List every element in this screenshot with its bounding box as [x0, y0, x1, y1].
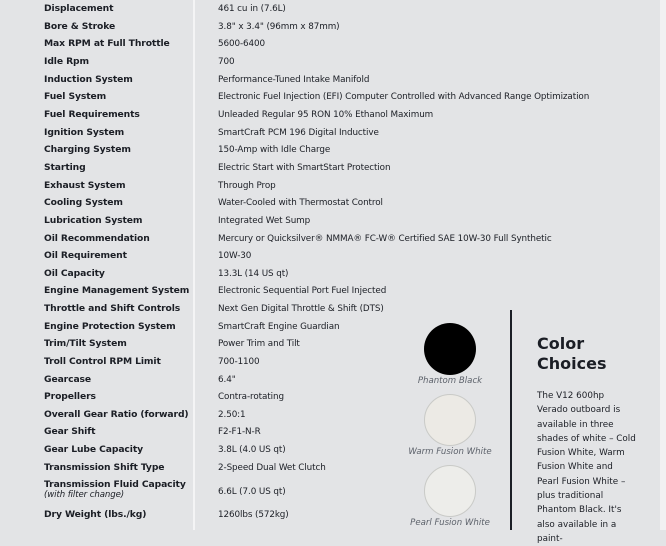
- spec-label: [44, 18, 115, 36]
- spec-label-text: Idle Rpm: [44, 56, 89, 67]
- spec-value: 6.6L (7.0 US qt): [218, 487, 286, 497]
- spec-row: [0, 300, 666, 318]
- spec-label: [44, 53, 89, 71]
- spec-label: [44, 371, 91, 389]
- spec-value: Unleaded Regular 95 RON 10% Ethanol Maximum: [218, 110, 434, 120]
- spec-label-text: Dry Weight (lbs./kg): [44, 509, 147, 520]
- spec-label: [44, 388, 96, 406]
- spec-row: [0, 71, 666, 89]
- spec-row: [0, 88, 666, 106]
- spec-label-text: Transmission Fluid Capacity: [44, 479, 186, 490]
- spec-label: [44, 479, 186, 500]
- spec-value: 2.50:1: [218, 410, 246, 420]
- spec-label: [44, 282, 189, 300]
- spec-value: 3.8" x 3.4" (96mm x 87mm): [218, 22, 340, 32]
- spec-label: [44, 106, 140, 124]
- spec-label-text: Exhaust System: [44, 180, 126, 191]
- spec-label: [44, 335, 127, 353]
- spec-label-text: Fuel System: [44, 91, 107, 102]
- spec-label-text: Gear Shift: [44, 426, 96, 437]
- spec-value: Contra-rotating: [218, 392, 284, 402]
- spec-value: Integrated Wet Sump: [218, 216, 311, 226]
- spec-value: 6.4": [218, 375, 236, 385]
- spec-label: [44, 247, 127, 265]
- phantom-black-caption: Phantom Black: [417, 376, 483, 386]
- spec-label-text: Transmission Shift Type: [44, 462, 165, 473]
- spec-row: [0, 282, 666, 300]
- spec-label-text: Oil Capacity: [44, 268, 105, 279]
- spec-row: [0, 0, 666, 18]
- spec-value: 2-Speed Dual Wet Clutch: [218, 463, 326, 473]
- spec-label: [44, 459, 164, 477]
- spec-value: Electronic Sequential Port Fuel Injected: [218, 286, 387, 296]
- spec-row: [0, 106, 666, 124]
- spec-label: [44, 300, 180, 318]
- spec-row: [0, 18, 666, 36]
- spec-value: Mercury or Quicksilver® NMMA® FC-W® Certified SAE 10W-30 Full Synthetic: [218, 234, 552, 244]
- spec-label: [44, 506, 146, 524]
- spec-value: F2-F1-N-R: [218, 427, 261, 437]
- spec-label-text: Lubrication System: [44, 215, 143, 226]
- spec-row: [0, 230, 666, 248]
- color-choices-heading: Color Choices: [537, 334, 607, 373]
- spec-label-text: Oil Recommendation: [44, 233, 150, 244]
- spec-label: [44, 88, 106, 106]
- spec-row: [0, 177, 666, 195]
- spec-row: [0, 194, 666, 212]
- spec-label-text: Throttle and Shift Controls: [44, 303, 181, 314]
- spec-row: [0, 53, 666, 71]
- spec-label-text: Charging System: [44, 144, 131, 155]
- spec-value: Next Gen Digital Throttle & Shift (DTS): [218, 304, 384, 314]
- spec-value: 700-1100: [218, 357, 260, 367]
- spec-label: [44, 212, 142, 230]
- spec-label: [44, 71, 133, 89]
- spec-row: [0, 212, 666, 230]
- color-section-divider: [510, 310, 512, 530]
- spec-value: 13.3L (14 US qt): [218, 269, 289, 279]
- spec-label: [44, 230, 150, 248]
- spec-sublabel: (with filter change): [44, 490, 125, 500]
- spec-label-text: Starting: [44, 162, 86, 173]
- spec-label-text: Fuel Requirements: [44, 109, 140, 120]
- spec-label-text: Oil Requirement: [44, 250, 127, 261]
- spec-label-text: Engine Management System: [44, 285, 190, 296]
- spec-value: 1260lbs (572kg): [218, 510, 289, 520]
- spec-label: [44, 0, 113, 18]
- spec-row: [0, 247, 666, 265]
- spec-label-text: Max RPM at Full Throttle: [44, 38, 170, 49]
- spec-label: [44, 423, 95, 441]
- spec-label: [44, 159, 86, 177]
- warm-fusion-white-swatch: [424, 394, 476, 446]
- spec-value: 700: [218, 57, 235, 67]
- phantom-black-swatch: [424, 323, 476, 375]
- spec-value: Power Trim and Tilt: [218, 339, 300, 349]
- spec-value: Electronic Fuel Injection (EFI) Computer Controlled with Advanced Range Optimization: [218, 92, 590, 102]
- pearl-fusion-white-caption: Pearl Fusion White: [410, 518, 490, 528]
- spec-label-text: Troll Control RPM Limit: [44, 356, 161, 367]
- spec-label-text: Overall Gear Ratio (forward): [44, 409, 189, 420]
- spec-value: Performance-Tuned Intake Manifold: [218, 75, 370, 85]
- spec-value: Water-Cooled with Thermostat Control: [218, 198, 383, 208]
- spec-label-text: Engine Protection System: [44, 321, 176, 332]
- spec-value: Electric Start with SmartStart Protection: [218, 163, 391, 173]
- spec-label-text: Gear Lube Capacity: [44, 444, 143, 455]
- spec-row: [0, 35, 666, 53]
- spec-label-text: Propellers: [44, 391, 96, 402]
- spec-label: [44, 194, 123, 212]
- spec-row: [0, 124, 666, 142]
- spec-value: 3.8L (4.0 US qt): [218, 445, 286, 455]
- spec-label-text: Ignition System: [44, 127, 125, 138]
- warm-fusion-white-caption: Warm Fusion White: [408, 447, 492, 457]
- color-choices-description: The V12 600hp Verado outboard is available in three shades of white – Cold Fusion White, Warm Fusion White and Pearl Fusion White – plus traditional Phantom Black. It's also available in a paint-: [537, 391, 636, 544]
- spec-label: [44, 406, 189, 424]
- spec-value: 10W-30: [218, 251, 252, 261]
- spec-label: [44, 141, 131, 159]
- spec-row: [0, 265, 666, 283]
- spec-value: SmartCraft PCM 196 Digital Inductive: [218, 128, 379, 138]
- spec-value: 150-Amp with Idle Charge: [218, 145, 331, 155]
- spec-value: 5600-6400: [218, 39, 266, 49]
- spec-label: [44, 318, 176, 336]
- spec-label: [44, 35, 170, 53]
- spec-label: [44, 441, 143, 459]
- spec-value: Through Prop: [218, 181, 276, 191]
- pearl-fusion-white-swatch: [424, 465, 476, 517]
- spec-label-text: Displacement: [44, 3, 114, 14]
- spec-value: 461 cu in (7.6L): [218, 4, 286, 14]
- spec-label-text: Induction System: [44, 74, 133, 85]
- spec-row: [0, 141, 666, 159]
- spec-label: [44, 353, 161, 371]
- spec-label: [44, 265, 105, 283]
- spec-label: [44, 124, 124, 142]
- spec-label-text: Trim/Tilt System: [44, 338, 127, 349]
- spec-row: [0, 159, 666, 177]
- spec-label-text: Gearcase: [44, 374, 92, 385]
- spec-label: [44, 177, 125, 195]
- spec-label-text: Bore & Stroke: [44, 21, 116, 32]
- spec-value: SmartCraft Engine Guardian: [218, 322, 340, 332]
- spec-label-text: Cooling System: [44, 197, 123, 208]
